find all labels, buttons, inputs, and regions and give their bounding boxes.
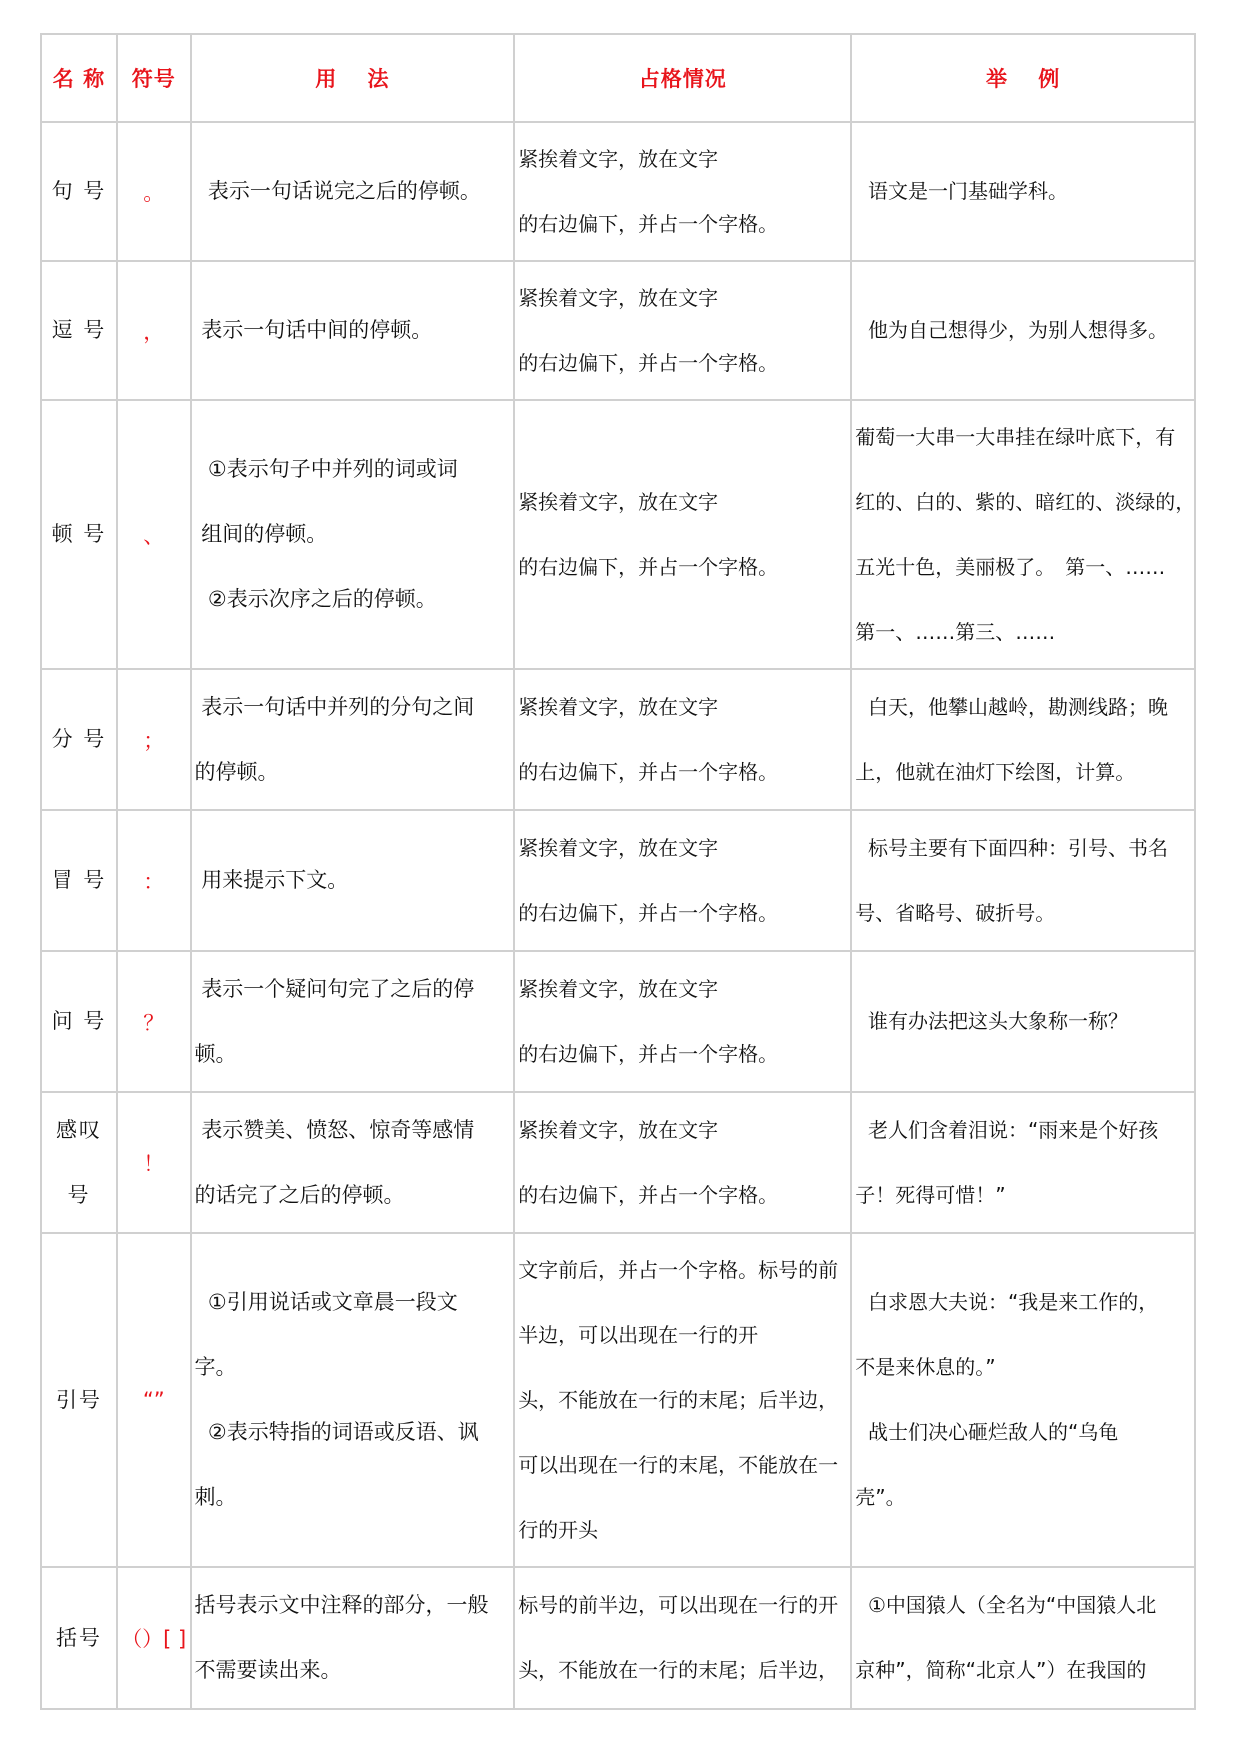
example-line: 谁有办法把这头大象称一称？ [855, 1009, 1128, 1033]
usage-line: ②表示次序之后的停顿。 [194, 587, 437, 611]
example-line: 京种”，简称“北京人”）在我国的 [855, 1658, 1147, 1682]
example-cell [851, 1567, 1195, 1709]
example-cell [851, 951, 1195, 1092]
mark-symbol: “” [117, 1233, 191, 1567]
mark-name [41, 669, 117, 810]
mark-symbol: ？ [117, 951, 191, 1092]
header-row [41, 34, 1195, 122]
usage-line: ①表示句子中并列的词或词 [194, 457, 458, 481]
example-cell [851, 1092, 1195, 1233]
mark-symbol: ： [117, 810, 191, 951]
placement-line: 行的开头 [518, 1517, 599, 1542]
mark-name-line: 括号 [55, 1625, 102, 1650]
usage-cell [191, 400, 515, 669]
example-cell [851, 1233, 1195, 1567]
placement-line: 紧挨着文字，放在文字 [518, 1117, 719, 1142]
mark-name [41, 810, 117, 951]
example-line: 语文是一门基础学科。 [855, 179, 1068, 203]
usage-cell [191, 1567, 515, 1709]
mark-name [41, 1567, 117, 1709]
mark-name-line: 引号 [55, 1387, 102, 1412]
placement-cell [514, 1092, 851, 1233]
header-usage: 用 法 [191, 34, 515, 122]
placement-cell [514, 951, 851, 1092]
placement-line: 标号的前半边，可以出现在一行的开 [518, 1593, 839, 1617]
mark-name-line: 问 号 [51, 1009, 107, 1033]
placement-line: 头，不能放在一行的末尾；后半边， [518, 1658, 839, 1682]
mark-name-line: 逗 号 [51, 318, 107, 342]
table-row [41, 400, 1195, 669]
example-line: 第一、……第三、…… [855, 619, 1056, 644]
placement-line: 紧挨着文字，放在文字 [518, 285, 719, 310]
usage-line: 刺。 [194, 1485, 237, 1509]
table-row [41, 1233, 1195, 1567]
usage-line: 表示一句话中并列的分句之间 [194, 694, 475, 719]
placement-line: 头，不能放在一行的末尾；后半边， [518, 1387, 839, 1412]
table-row [41, 951, 1195, 1092]
mark-name-line: 分 号 [51, 727, 107, 751]
placement-line: 半边，可以出现在一行的开 [518, 1322, 759, 1347]
example-cell [851, 810, 1195, 951]
placement-cell [514, 810, 851, 951]
usage-line: 括号表示文中注释的部分，一般 [194, 1593, 489, 1617]
example-line: ①中国猿人（全名为“中国猿人北 [855, 1593, 1157, 1617]
table-row [41, 1567, 1195, 1709]
mark-symbol: ， [117, 261, 191, 400]
table-row [41, 810, 1195, 951]
usage-line: 表示一句话中间的停顿。 [194, 318, 433, 342]
usage-line: 组间的停顿。 [194, 522, 328, 546]
example-line: 不是来休息的。” [855, 1355, 996, 1379]
usage-line: 表示赞美、愤怒、惊奇等感情 [194, 1117, 475, 1142]
usage-cell [191, 951, 515, 1092]
placement-line: 紧挨着文字，放在文字 [518, 489, 719, 514]
table-row [41, 122, 1195, 261]
example-line: 子！死得可惜！” [855, 1182, 1006, 1207]
mark-name [41, 1092, 117, 1233]
usage-cell [191, 810, 515, 951]
table-row [41, 1092, 1195, 1233]
placement-line: 的右边偏下，并占一个字格。 [518, 1041, 779, 1066]
mark-name [41, 400, 117, 669]
example-cell [851, 400, 1195, 669]
placement-cell [514, 261, 851, 400]
punctuation-table [40, 33, 1196, 1710]
usage-line: 用来提示下文。 [194, 868, 349, 892]
usage-cell [191, 122, 515, 261]
mark-symbol: （）[ ] [117, 1567, 191, 1709]
usage-line: ②表示特指的词语或反语、讽 [194, 1420, 479, 1444]
mark-name-line: 号 [67, 1182, 91, 1207]
example-line: 标号主要有下面四种：引号、书名 [855, 835, 1168, 860]
usage-line: 的停顿。 [194, 759, 279, 784]
placement-line: 可以出现在一行的末尾，不能放在一 [518, 1452, 839, 1477]
mark-name-line: 感叹 [55, 1117, 102, 1142]
header-name: 名 称 [41, 34, 117, 122]
example-line: 壳”。 [855, 1485, 906, 1509]
placement-line: 的右边偏下，并占一个字格。 [518, 1182, 779, 1207]
placement-line: 的右边偏下，并占一个字格。 [518, 211, 779, 236]
header-symbol: 符号 [117, 34, 191, 122]
placement-line: 的右边偏下，并占一个字格。 [518, 350, 779, 375]
example-line: 他为自己想得少，为别人想得多。 [855, 318, 1168, 342]
placement-line: 文字前后，并占一个字格。标号的前 [518, 1257, 839, 1282]
example-line: 上，他就在油灯下绘图，计算。 [855, 759, 1136, 784]
mark-name-line: 句 号 [51, 179, 107, 203]
placement-cell [514, 400, 851, 669]
mark-name-line: 冒 号 [51, 868, 107, 892]
placement-cell [514, 122, 851, 261]
example-line: 战士们决心砸烂敌人的“乌龟 [855, 1420, 1119, 1444]
mark-name-line: 顿 号 [51, 522, 107, 546]
placement-cell [514, 1233, 851, 1567]
placement-line: 的右边偏下，并占一个字格。 [518, 759, 779, 784]
placement-line: 紧挨着文字，放在文字 [518, 976, 719, 1001]
usage-line: ①引用说话或文章晨一段文 [194, 1290, 458, 1314]
placement-line: 紧挨着文字，放在文字 [518, 694, 719, 719]
example-cell [851, 122, 1195, 261]
mark-symbol: ； [117, 669, 191, 810]
placement-line: 紧挨着文字，放在文字 [518, 835, 719, 860]
example-line: 老人们含着泪说：“雨来是个好孩 [855, 1117, 1159, 1142]
placement-cell [514, 669, 851, 810]
example-line: 白天，他攀山越岭，勘测线路；晚 [855, 694, 1168, 719]
placement-line: 的右边偏下，并占一个字格。 [518, 554, 779, 579]
placement-line: 的右边偏下，并占一个字格。 [518, 900, 779, 925]
example-line: 五光十色，美丽极了。 第一、…… [855, 554, 1166, 579]
usage-line: 字。 [194, 1355, 237, 1379]
usage-cell [191, 669, 515, 810]
usage-cell [191, 261, 515, 400]
usage-line: 表示一句话说完之后的停顿。 [194, 179, 481, 203]
example-line: 红的、白的、紫的、暗红的、淡绿的， [855, 489, 1196, 514]
mark-name [41, 122, 117, 261]
mark-name [41, 951, 117, 1092]
table-row [41, 669, 1195, 810]
mark-symbol: ！ [117, 1092, 191, 1233]
usage-line: 顿。 [194, 1041, 237, 1066]
example-cell [851, 669, 1195, 810]
usage-line: 的话完了之后的停顿。 [194, 1182, 405, 1207]
placement-cell [514, 1567, 851, 1709]
example-line: 白求恩大夫说：“我是来工作的， [855, 1290, 1159, 1314]
placement-line: 紧挨着文字，放在文字 [518, 146, 719, 171]
mark-name [41, 261, 117, 400]
table-row [41, 261, 1195, 400]
usage-cell [191, 1092, 515, 1233]
example-line: 号、省略号、破折号。 [855, 900, 1056, 925]
header-placement: 占格情况 [514, 34, 851, 122]
mark-symbol: 。 [117, 122, 191, 261]
usage-cell [191, 1233, 515, 1567]
example-line: 葡萄一大串一大串挂在绿叶底下，有 [855, 424, 1176, 449]
example-cell [851, 261, 1195, 400]
mark-symbol: 、 [117, 400, 191, 669]
usage-line: 不需要读出来。 [194, 1658, 342, 1682]
header-example: 举 例 [851, 34, 1195, 122]
mark-name [41, 1233, 117, 1567]
usage-line: 表示一个疑问句完了之后的停 [194, 976, 475, 1001]
